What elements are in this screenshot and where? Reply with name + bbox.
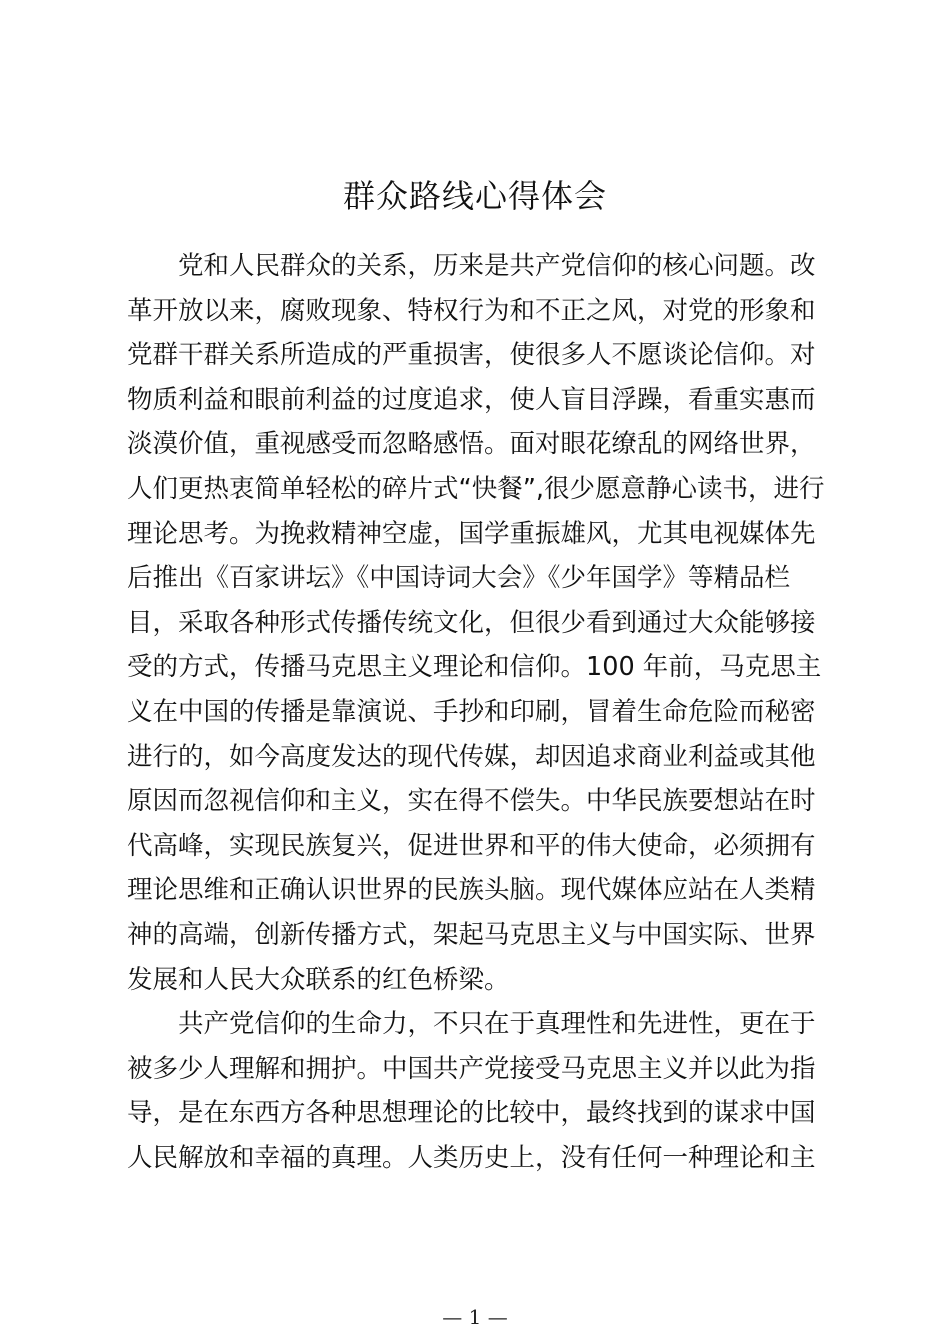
- paragraph-2-line-4: 人民解放和幸福的真理。人类历史上，没有任何一种理论和主: [127, 1142, 816, 1173]
- document-body: [127, 244, 827, 1180]
- page-number: — 1 —: [442, 1305, 508, 1329]
- paragraph-1-line-12: 进行的，如今高度发达的现代传媒，却因追求商业利益或其他: [127, 741, 816, 772]
- paragraph-2-line-3: 导，是在东西方各种思想理论的比较中，最终找到的谋求中国: [127, 1098, 816, 1129]
- paragraph-1-line-6: 人们更热衷简单轻松的碎片式“快餐”,很少愿意静心读书，进行: [127, 473, 825, 504]
- paragraph-1-line-9: 目，采取各种形式传播传统文化，但很少看到通过大众能够接: [127, 607, 816, 638]
- paragraph-1-line-14: 代高峰，实现民族复兴，促进世界和平的伟大使命，必须拥有: [127, 830, 816, 861]
- paragraph-2-line-1: 共产党信仰的生命力，不只在于真理性和先进性，更在于: [178, 1009, 816, 1040]
- paragraph-1-line-16: 神的高端，创新传播方式，架起马克思主义与中国实际、世界: [127, 919, 816, 950]
- paragraph-1-line-7: 理论思考。为挽救精神空虚，国学重振雄风，尤其电视媒体先: [127, 518, 816, 549]
- paragraph-1-line-17: 发展和人民大众联系的红色桥梁。: [127, 964, 510, 995]
- paragraph-1-line-15: 理论思维和正确认识世界的民族头脑。现代媒体应站在人类精: [127, 875, 816, 906]
- paragraph-1-line-11: 义在中国的传播是靠演说、手抄和印刷，冒着生命危险而秘密: [127, 696, 816, 727]
- paragraph-1-line-10: 受的方式，传播马克思主义理论和信仰。100 年前，马克思主: [127, 652, 822, 683]
- paragraph-1-line-13: 原因而忽视信仰和主义，实在得不偿失。中华民族要想站在时: [127, 786, 816, 817]
- document-title: 群众路线心得体会: [342, 177, 607, 215]
- paragraph-1-line-5: 淡漠价值，重视感受而忽略感悟。面对眼花缭乱的网络世界，: [127, 429, 816, 460]
- paragraph-1-line-8: 后推出《百家讲坛》《中国诗词大会》《少年国学》等精品栏: [127, 563, 791, 594]
- paragraph-1-line-4: 物质利益和眼前利益的过度追求，使人盲目浮躁，看重实惠而: [127, 384, 816, 415]
- paragraph-1-line-2: 革开放以来，腐败现象、特权行为和不正之风，对党的形象和: [127, 295, 816, 326]
- paragraph-1-line-3: 党群干群关系所造成的严重损害，使很多人不愿谈论信仰。对: [127, 340, 816, 371]
- paragraph-1-line-1: 党和人民群众的关系，历来是共产党信仰的核心问题。改: [178, 251, 816, 281]
- paragraph-2-line-2: 被多少人理解和拥护。中国共产党接受马克思主义并以此为指: [127, 1053, 816, 1084]
